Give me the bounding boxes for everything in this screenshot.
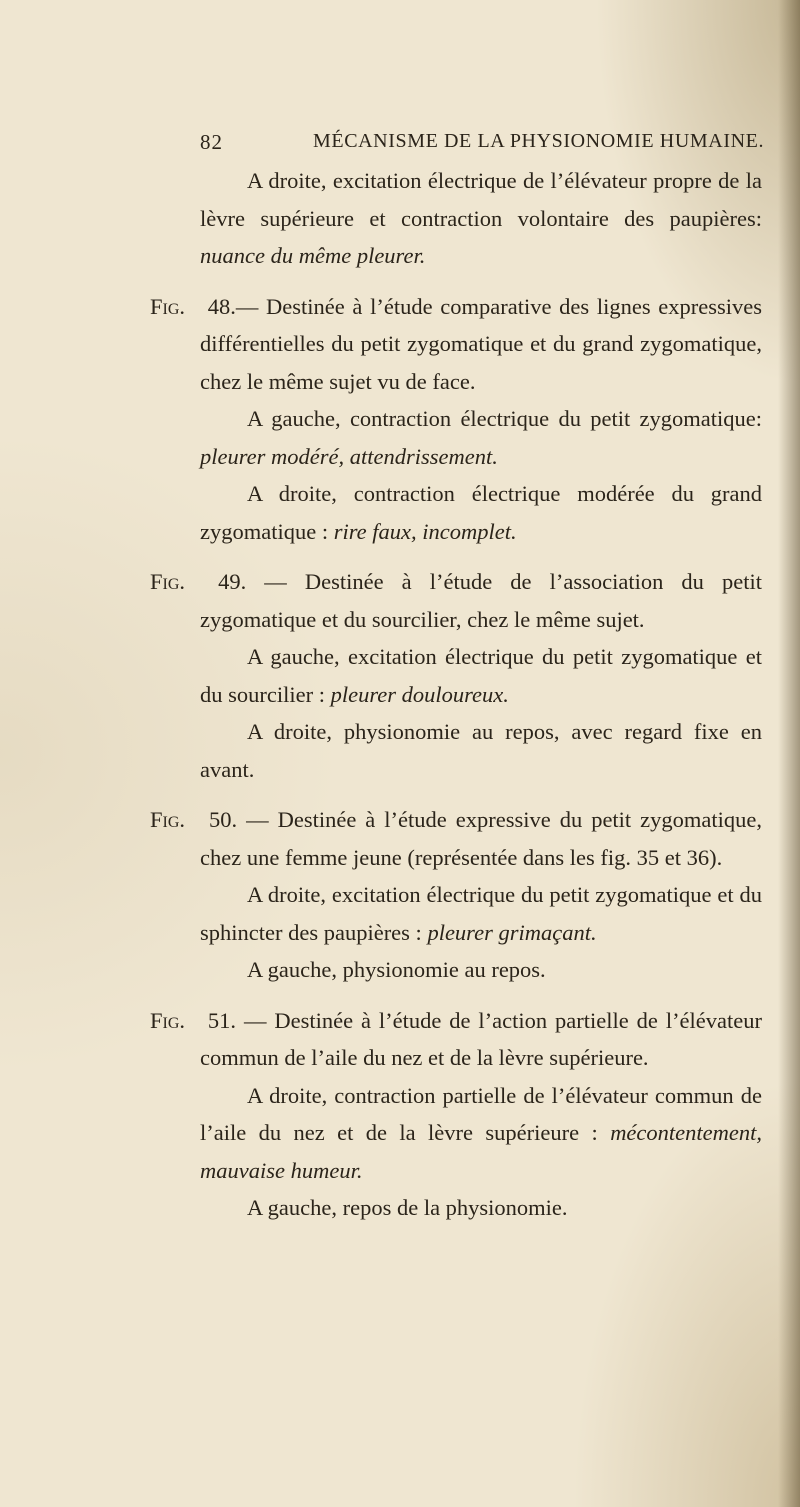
paragraph-text: A droite, contraction partielle de l’élévateur commun de l’aile du nez et de la lèvre supérieure :: [200, 1082, 762, 1145]
figure-label: Fig.: [150, 569, 186, 594]
paragraph-50-left: [200, 951, 762, 989]
paragraph-51-left: [200, 1189, 762, 1227]
paragraph-51-right: [200, 1077, 762, 1190]
figure-caption-50: [150, 801, 763, 876]
paragraph-italic: pleurer douloureux.: [330, 681, 509, 707]
paragraph-italic: pleurer modéré, attendrissement.: [200, 443, 498, 469]
paragraph-italic: mécontentement, mauvaise humeur.: [200, 1120, 762, 1183]
figure-caption-text: 49. — Destinée à l’étude de l’association du petit zygomatique et du sourcilier, chez le même sujet.: [200, 569, 763, 632]
paragraph-text: A droite, physionomie au repos, avec regard fixe en avant.: [200, 719, 762, 782]
paragraph-49-right: [200, 713, 762, 788]
figure-caption-48: [150, 288, 763, 401]
paragraph-text: A gauche, excitation électrique du petit zygomatique et du sourcilier :: [200, 644, 762, 707]
figure-caption-text: 48.— Destinée à l’étude comparative des lignes expressives différentielles du petit zygomatique et du grand zygomatique, chez le même sujet vu de face.: [200, 293, 763, 394]
paragraph-50-right: [200, 876, 762, 951]
paragraph-text: A droite, contraction électrique modérée du grand zygomatique :: [200, 481, 762, 544]
page-edge-shadow: [778, 0, 800, 1507]
paragraph-intro: [200, 162, 762, 275]
paragraph-48-left: [200, 400, 762, 475]
paragraph-text: A gauche, repos de la physionomie.: [247, 1195, 568, 1220]
body-text: [150, 162, 763, 1227]
figure-label: Fig.: [150, 1007, 186, 1033]
page-number: 82: [200, 130, 223, 154]
figure-label: Fig.: [150, 293, 186, 319]
figure-label: Fig.: [150, 807, 186, 832]
figure-caption-49: [150, 563, 763, 638]
paragraph-text: A gauche, physionomie au repos.: [247, 957, 546, 982]
figure-caption-text: 50. — Destinée à l’étude expressive du petit zygomatique, chez une femme jeune (représentée dans les fig. 35 et 36).: [200, 807, 763, 870]
paragraph-italic: pleurer grimaçant.: [427, 919, 597, 945]
paragraph-text: A droite, excitation électrique de l’élévateur propre de la lèvre supérieure et contraction volontaire des paupières:: [200, 168, 762, 231]
paragraph-italic: nuance du même pleurer.: [200, 243, 426, 268]
figure-caption-text: 51. — Destinée à l’étude de l’action partielle de l’élévateur commun de l’aile du nez et de la lèvre supérieure.: [200, 1007, 763, 1070]
paragraph-italic: rire faux, incomplet.: [333, 518, 517, 544]
paragraph-49-left: [200, 638, 762, 713]
paragraph-48-right: [200, 475, 762, 550]
running-title: MÉCANISME DE LA PHYSIONOMIE HUMAINE.: [313, 130, 765, 152]
paragraph-text: A gauche, contraction électrique du petit zygomatique:: [247, 406, 762, 431]
paragraph-text: A droite, excitation électrique du petit zygomatique et du sphincter des paupières :: [200, 882, 762, 945]
figure-caption-51: [150, 1002, 763, 1077]
